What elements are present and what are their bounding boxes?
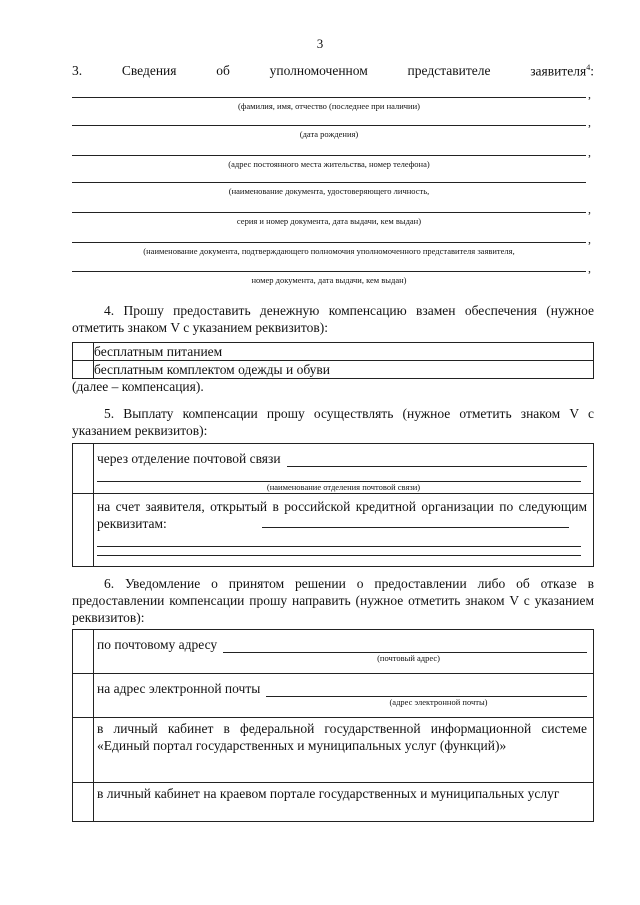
gosuslugi-option: в личный кабинет в федеральной государственной информационной системе «Единый портал государственных и муниципальных услуг (функций)»: [97, 721, 587, 753]
email-row: [94, 680, 593, 697]
option-label: бесплатным комплектом одежды и обуви: [94, 361, 594, 379]
section3-word: уполномоченном: [269, 63, 368, 78]
option-checkbox[interactable]: [73, 630, 94, 674]
section4-text: 4. Прошу предоставить денежную компенсацию взамен обеспечения (нужное отметить знаком V с указанием реквизитов):: [72, 303, 594, 335]
bank-account-text: [94, 498, 593, 532]
option-checkbox[interactable]: [73, 494, 94, 567]
regional-portal-option: в личный кабинет на краевом портале государственных и муниципальных услуг: [97, 786, 560, 801]
email-label: на адрес электронной почты: [97, 681, 261, 696]
option-checkbox[interactable]: [73, 444, 94, 494]
comma: ,: [588, 145, 591, 159]
page-number: 3: [316, 36, 324, 51]
section3-number: 3.: [72, 63, 83, 78]
authority-document-details-field[interactable]: [72, 271, 586, 272]
postal-address-field[interactable]: [223, 640, 587, 653]
option-cell: [94, 494, 594, 567]
option-cell: [94, 674, 594, 718]
table-row: [73, 444, 594, 494]
comma: ,: [588, 115, 591, 129]
payment-method-table: [72, 443, 594, 567]
notification-method-table: [72, 629, 594, 822]
comma: ,: [588, 202, 591, 216]
bank-details-field[interactable]: [262, 527, 569, 528]
birth-date-field[interactable]: [72, 125, 586, 126]
post-office-caption: (наименование отделения почтовой связи): [266, 482, 421, 492]
section3-word: представителе: [407, 63, 491, 78]
caption-authority-document: (наименование документа, подтверждающего полномочия уполномоченного представителя заявителя,: [143, 246, 515, 256]
option-cell: [94, 630, 594, 674]
colon: :: [590, 63, 594, 79]
option-checkbox[interactable]: [73, 361, 94, 379]
caption-identity-document: (наименование документа, удостоверяющего личность,: [228, 186, 430, 196]
address-phone-field[interactable]: [72, 155, 586, 156]
email-caption: (адрес электронной почты): [389, 697, 488, 707]
caption-document-details: серия и номер документа, дата выдачи, кем выдан): [236, 216, 422, 226]
post-office-field-line2[interactable]: [97, 467, 581, 482]
caption-authority-details: номер документа, дата выдачи, кем выдан): [251, 275, 407, 285]
table-row: [73, 674, 594, 718]
section3-word: об: [216, 63, 230, 78]
table-row: [73, 718, 594, 783]
table-row: [73, 361, 594, 379]
option-checkbox[interactable]: [73, 674, 94, 718]
section3-heading: [72, 63, 594, 80]
caption-address: (адрес постоянного места жительства, номер телефона): [228, 159, 430, 169]
table-row: [73, 494, 594, 567]
table-row: [73, 343, 594, 361]
section3-word: [530, 63, 594, 80]
option-label: бесплатным питанием: [94, 343, 594, 361]
section3-word-text: заявителя: [530, 63, 587, 79]
section6-text: 6. Уведомление о принятом решении о предоставлении либо об отказе в предоставлении компенсации прошу направить (нужное отметить знаком V с указанием реквизитов):: [72, 576, 594, 625]
option-checkbox[interactable]: [73, 783, 94, 822]
option-checkbox[interactable]: [73, 343, 94, 361]
section5-text: 5. Выплату компенсации прошу осуществлять (нужное отметить знаком V с указанием реквизитов):: [72, 406, 594, 438]
footnote-marker: 4: [586, 63, 591, 72]
authority-document-field[interactable]: [72, 242, 586, 243]
post-office-row: [94, 450, 593, 467]
comma: ,: [588, 87, 591, 101]
option-cell: [94, 444, 594, 494]
bank-account-label: на счет заявителя, открытый в российской кредитной организации по следующим реквизитам:: [97, 499, 587, 531]
option-cell: [94, 718, 594, 783]
comma: ,: [588, 261, 591, 275]
identity-document-field[interactable]: [72, 182, 586, 183]
email-field[interactable]: [266, 684, 587, 697]
postal-address-label: по почтовому адресу: [97, 637, 218, 652]
postal-address-row: [94, 636, 593, 653]
postal-address-caption: (почтовый адрес): [377, 653, 440, 663]
post-office-field[interactable]: [287, 454, 587, 467]
table-row: [73, 783, 594, 822]
document-details-field[interactable]: [72, 212, 586, 213]
section3-word: Сведения: [121, 63, 177, 78]
table-row: [73, 630, 594, 674]
caption-birth-date: (дата рождения): [299, 129, 359, 139]
bank-details-field-line3[interactable]: [97, 547, 581, 556]
bank-details-field-line2[interactable]: [97, 532, 581, 547]
option-cell: [94, 783, 594, 822]
option-checkbox[interactable]: [73, 718, 94, 783]
representative-name-field[interactable]: [72, 97, 586, 98]
comma: ,: [588, 232, 591, 246]
post-office-label: через отделение почтовой связи: [97, 451, 281, 466]
compensation-options-table: [72, 342, 594, 379]
section4-after: (далее – компенсация).: [72, 379, 204, 394]
caption-name: (фамилия, имя, отчество (последнее при наличии): [238, 101, 420, 111]
